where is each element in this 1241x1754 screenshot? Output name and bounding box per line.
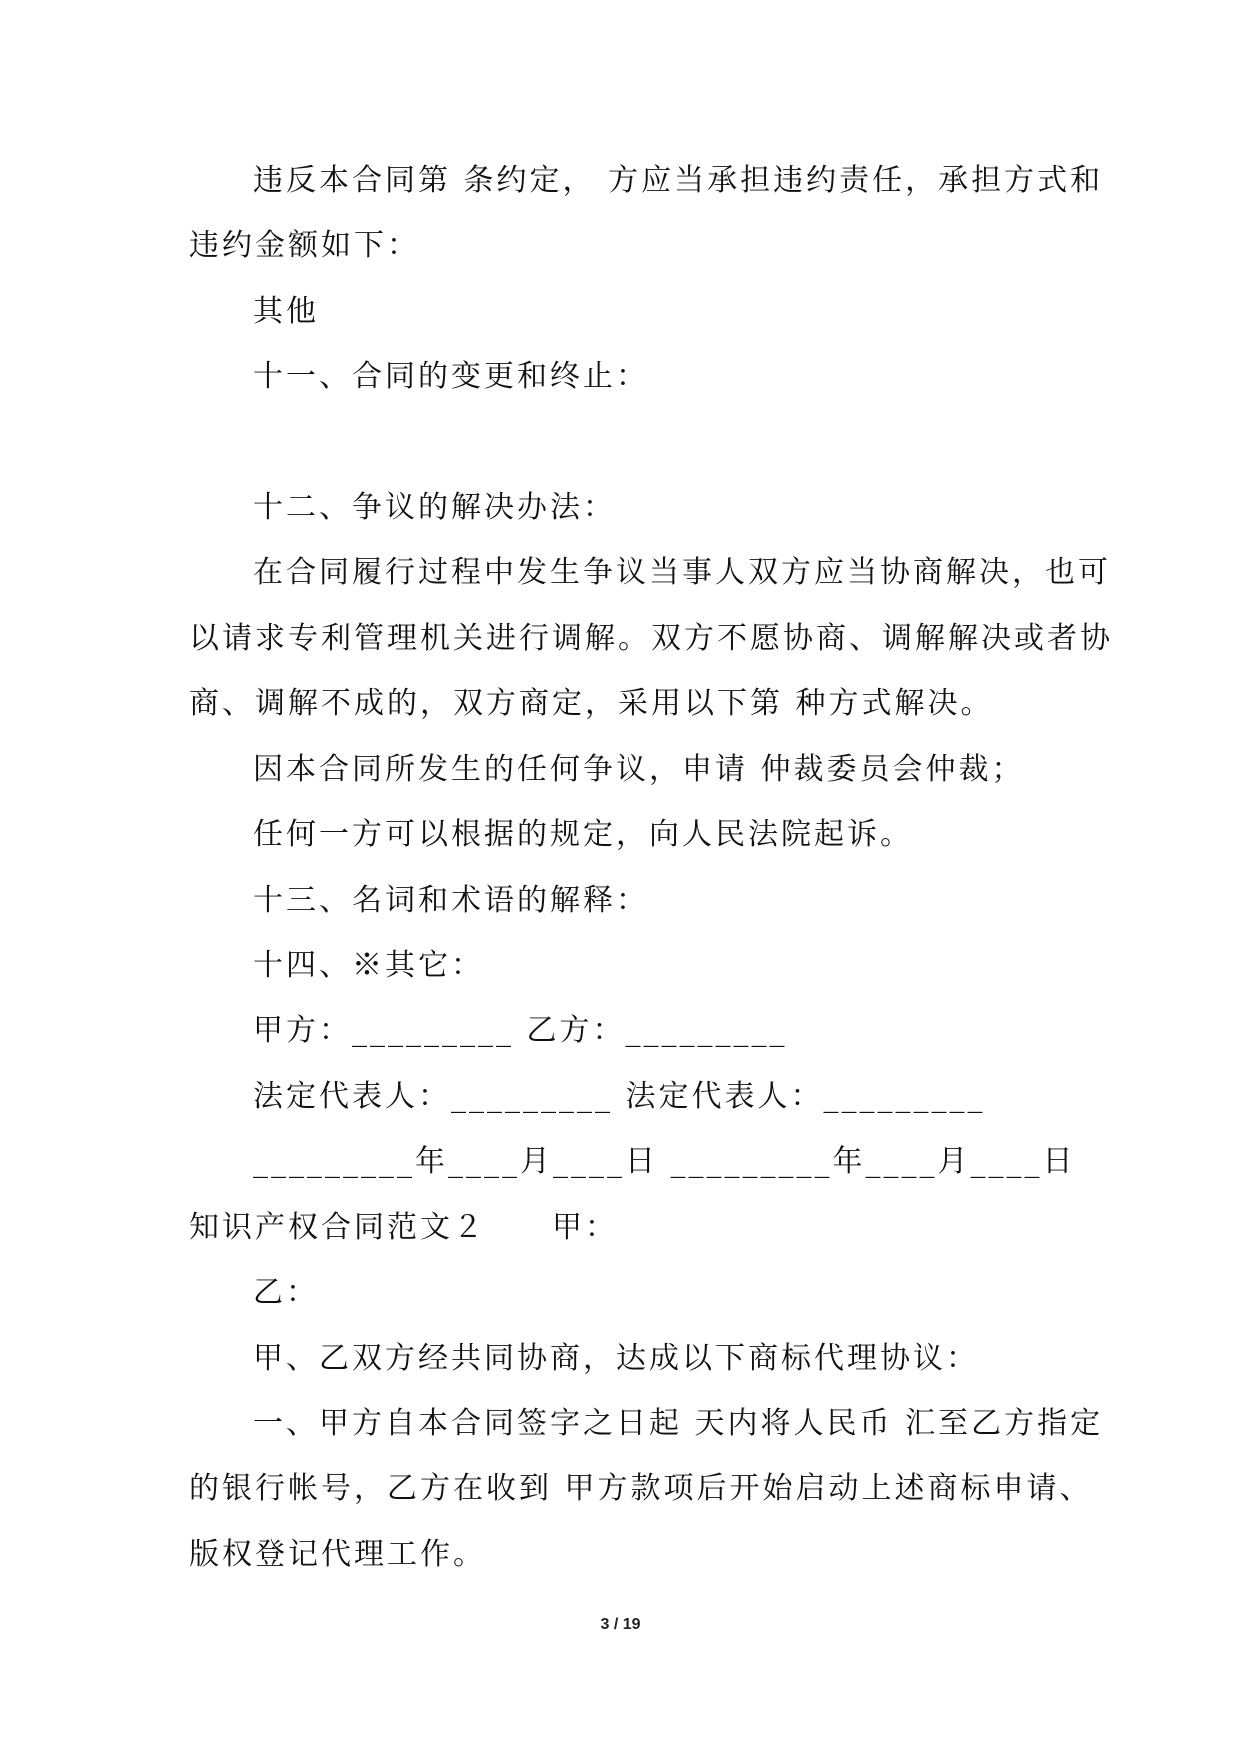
paragraph-line: 因本合同所发生的任何争议，申请 仲裁委员会仲裁； — [253, 752, 1025, 787]
paragraph-line: 商、调解不成的，双方商定，采用以下第 种方式解决。 — [189, 686, 994, 721]
section-heading: 十三、名词和术语的解释： — [253, 883, 649, 918]
paragraph-line: 任何一方可以根据的规定，向人民法院起诉。 — [253, 817, 913, 852]
paragraph-line: 其他 — [253, 294, 319, 329]
paragraph-line: 一、甲方自本合同签字之日起 天内将人民币 汇至乙方指定 — [253, 1406, 1104, 1441]
document-title: 知识产权合同范文２ 甲： — [189, 1210, 618, 1245]
page-number: 3 / 19 — [600, 1616, 641, 1633]
date-line: _________年____月____日 _________年____月____日 — [253, 1144, 1076, 1179]
section-heading: 十四、※其它： — [253, 948, 484, 983]
paragraph-line: 乙： — [253, 1275, 319, 1310]
paragraph-line: 甲、乙双方经共同协商，达成以下商标代理协议： — [253, 1341, 979, 1376]
paragraph-line: 版权登记代理工作。 — [189, 1537, 486, 1572]
paragraph-line: 违约金额如下： — [189, 228, 420, 263]
paragraph-line: 以请求专利管理机关进行调解。双方不愿协商、调解解决或者协 — [189, 621, 1113, 656]
paragraph-line: 违反本合同第 条约定， 方应当承担违约责任，承担方式和 — [253, 163, 1104, 198]
signature-line: 法定代表人：_________ 法定代表人：_________ — [253, 1079, 986, 1114]
signature-line: 甲方：_________ 乙方：_________ — [253, 1013, 788, 1048]
paragraph-line: 的银行帐号，乙方在收到 甲方款项后开始启动上述商标申请、 — [189, 1471, 1093, 1506]
paragraph-line: 在合同履行过程中发生争议当事人双方应当协商解决，也可 — [253, 555, 1111, 590]
section-heading: 十二、争议的解决办法： — [253, 490, 616, 525]
section-heading: 十一、合同的变更和终止： — [253, 359, 649, 394]
